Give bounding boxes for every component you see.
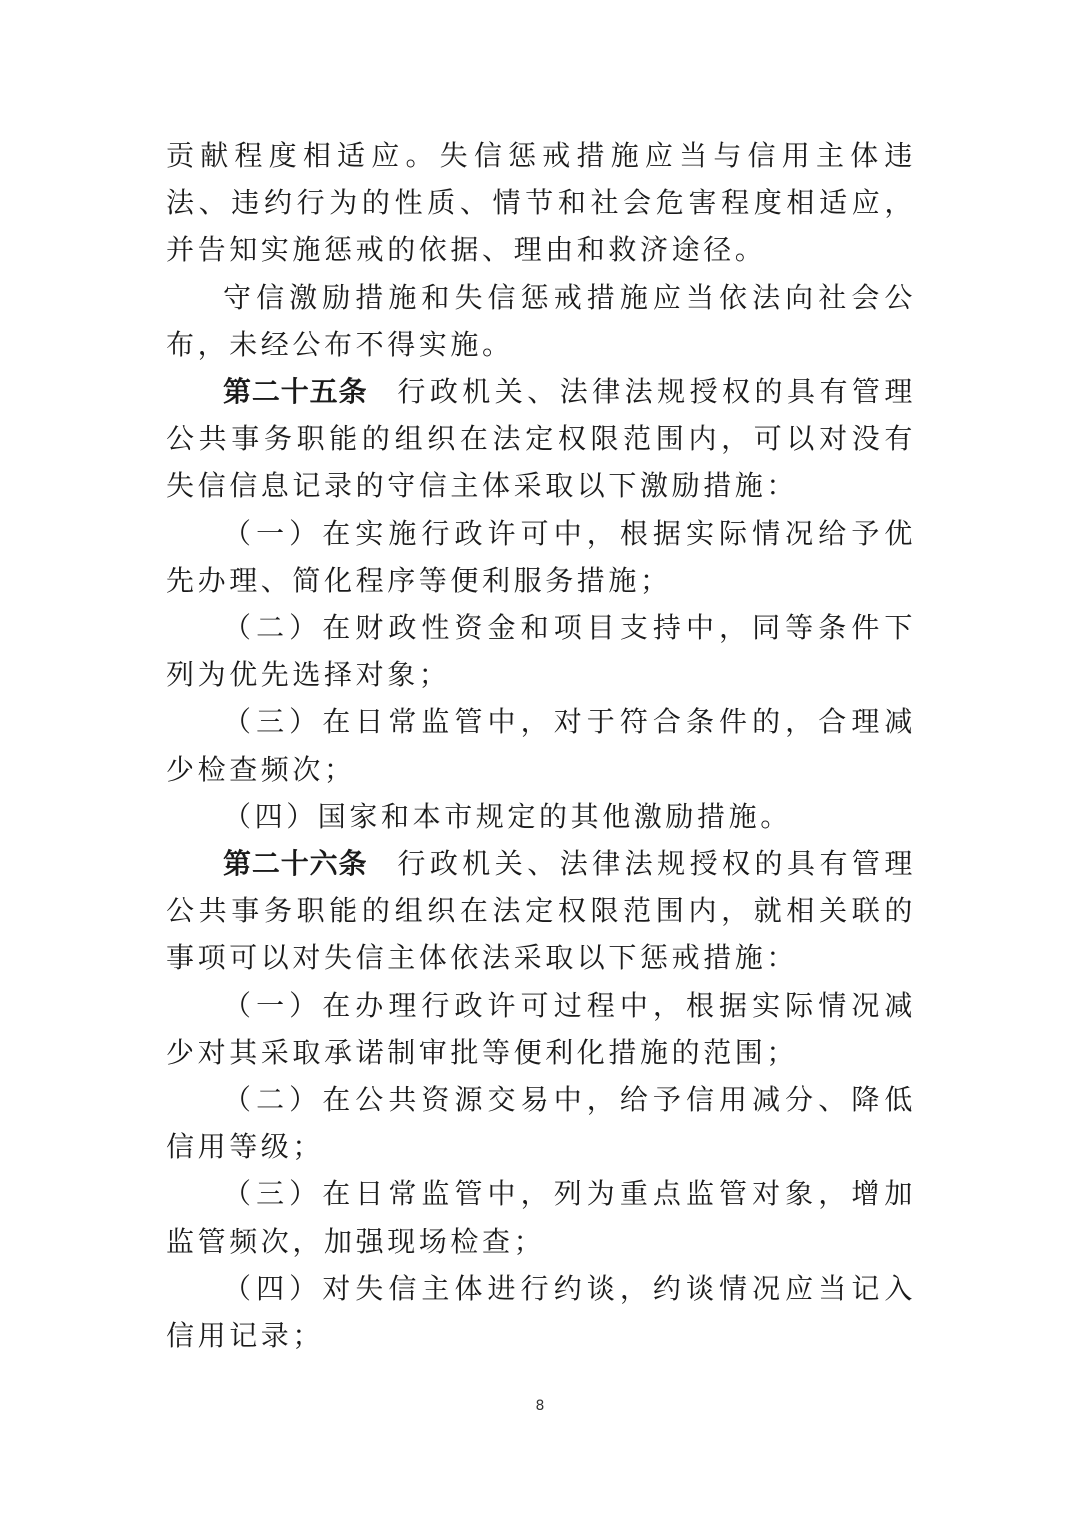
article-25-number: 第二十五条: [223, 375, 368, 409]
article-26-number: 第二十六条: [223, 847, 368, 881]
article-25-item-3: （三）在日常监管中，对于符合条件的，合理减少检查频次；: [166, 705, 916, 786]
article-25: [166, 368, 916, 510]
article-25-item-4: （四）国家和本市规定的其他激励措施。: [223, 799, 792, 833]
article-26-item-4: （四）对失信主体进行约谈，约谈情况应当记入信用记录；: [166, 1271, 916, 1353]
article-26-item-3: （三）在日常监管中，列为重点监管对象，增加监管频次，加强现场检查；: [166, 1177, 916, 1258]
article-25-item-1: （一）在实施行政许可中，根据实际情况给予优先办理、简化程序等便利服务措施；: [166, 516, 916, 597]
article-26-text: 行政机关、法律法规授权的具有管理公共事务职能的组织在法定权限范围内，就相关联的事项可以对失信主体依法采取以下惩戒措施：: [166, 847, 916, 975]
article-26-item-2: （二）在公共资源交易中，给予信用减分、降低信用等级；: [166, 1083, 916, 1164]
page-number: 8: [535, 1398, 545, 1414]
article-25-item-2: （二）在财政性资金和项目支持中，同等条件下列为优先选择对象；: [166, 611, 916, 692]
article-25-text: 行政机关、法律法规授权的具有管理公共事务职能的组织在法定权限范围内，可以对没有失信信息记录的守信主体采取以下激励措施：: [166, 375, 916, 503]
paragraph-publication: 守信激励措施和失信惩戒措施应当依法向社会公布，未经公布不得实施。: [166, 280, 916, 361]
article-26-item-1: （一）在办理行政许可过程中，根据实际情况减少对其采取承诺制审批等便利化措施的范围；: [166, 988, 916, 1069]
paragraph-continuation: 贡献程度相适应。失信惩戒措施应当与信用主体违法、违约行为的性质、情节和社会危害程度相适应，并告知实施惩戒的依据、理由和救济途径。: [166, 139, 916, 267]
document-body: [166, 132, 916, 1359]
article-26: [166, 840, 916, 982]
